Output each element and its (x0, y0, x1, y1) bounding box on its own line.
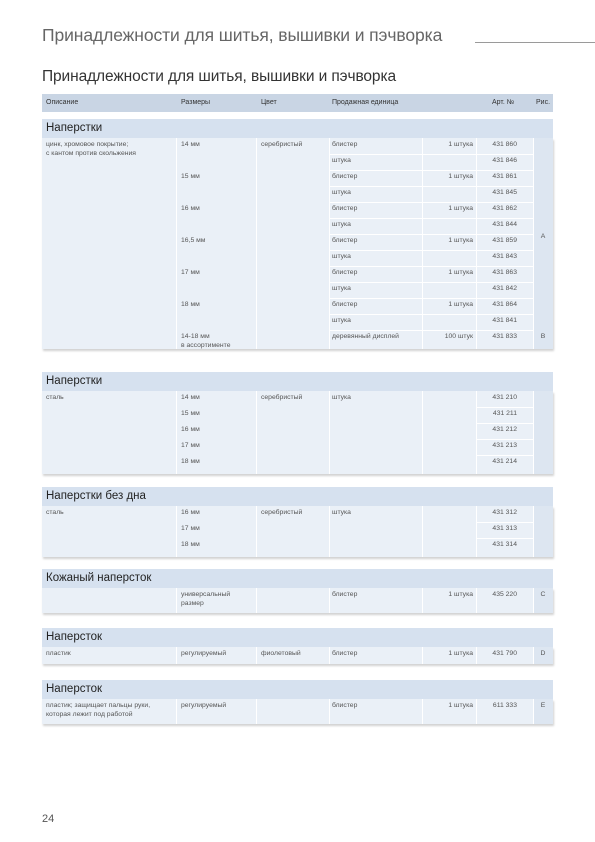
article-number: 431 790 (492, 650, 517, 657)
column-separator (256, 138, 257, 349)
row-separator (330, 186, 533, 187)
row-separator (476, 423, 533, 424)
col-header-sizes: Размеры (181, 99, 211, 106)
row-separator (330, 314, 533, 315)
column-separator (476, 391, 477, 474)
quantity-text: 1 штука (448, 173, 473, 180)
sales-unit-text: блистер (332, 173, 358, 180)
group-title: Наперсток (42, 628, 553, 647)
figure-ref: D (540, 650, 546, 657)
sales-unit-text: штука (332, 189, 351, 196)
sales-unit-text: штука (332, 253, 351, 260)
page-number: 24 (42, 813, 55, 825)
article-number: 431 212 (492, 426, 517, 433)
article-number: 431 843 (492, 253, 517, 260)
color-text: фиолетовый (261, 650, 301, 657)
article-number: 431 845 (492, 189, 517, 196)
row-separator (330, 266, 533, 267)
description-text: сталь (46, 394, 64, 401)
product-group (42, 569, 553, 613)
running-head (42, 25, 595, 49)
row-separator (330, 330, 533, 331)
row-separator (330, 202, 533, 203)
column-separator (422, 506, 423, 557)
column-separator (422, 588, 423, 613)
article-number: 431 861 (492, 173, 517, 180)
size-text: 17 мм (181, 525, 200, 532)
size-text: 14 мм (181, 141, 200, 148)
size-text: 14 мм (181, 394, 200, 401)
group-table (42, 647, 553, 664)
figure-ref: C (540, 591, 546, 598)
article-number: 431 312 (492, 509, 517, 516)
figure-ref: A (540, 233, 546, 240)
sales-unit-text: блистер (332, 650, 358, 657)
article-number: 431 210 (492, 394, 517, 401)
article-number: 431 863 (492, 269, 517, 276)
article-number: 611 333 (492, 702, 517, 709)
size-text: 17 мм (181, 269, 200, 276)
color-text: серебристый (261, 141, 303, 148)
sales-unit-text: блистер (332, 702, 358, 709)
size-text: 16,5 мм (181, 237, 206, 244)
article-number: 431 864 (492, 301, 517, 308)
group-table (42, 699, 553, 724)
sales-unit-text: штука (332, 157, 351, 164)
column-separator (533, 391, 534, 474)
section-title: Принадлежности для шитья, вышивки и пэчворка (42, 68, 396, 85)
size-text: в ассортименте (181, 341, 231, 349)
group-table (42, 506, 553, 557)
column-separator (256, 506, 257, 557)
article-number: 431 313 (492, 525, 517, 532)
group-title: Наперстки без дна (42, 487, 553, 506)
column-separator (329, 647, 330, 664)
column-separator (176, 647, 177, 664)
column-separator (256, 647, 257, 664)
quantity-text: 1 штука (448, 141, 473, 148)
size-text: регулируемый (181, 702, 227, 709)
column-separator (476, 588, 477, 613)
size-text: 16 мм (181, 509, 200, 516)
sales-unit-text: блистер (332, 237, 358, 244)
article-number: 431 214 (492, 458, 517, 465)
size-text: 18 мм (181, 301, 200, 308)
column-separator (533, 138, 534, 349)
row-separator (476, 407, 533, 408)
row-separator (330, 234, 533, 235)
quantity-text: 1 штука (448, 650, 473, 657)
row-separator (330, 282, 533, 283)
column-separator (256, 391, 257, 474)
quantity-text: 1 штука (448, 205, 473, 212)
row-separator (330, 170, 533, 171)
sales-unit-text: деревянный дисплей (332, 333, 399, 340)
sales-unit-text: штука (332, 285, 351, 292)
running-head-text: Принадлежности для шитья, вышивки и пэчворка (42, 25, 443, 45)
col-header-description: Описание (46, 99, 79, 106)
group-table (42, 138, 553, 349)
description-text: пластик; защищает пальцы руки, (46, 702, 151, 709)
col-header-sales-unit: Продажная единица (332, 99, 399, 106)
running-head-rule (475, 42, 595, 43)
article-number: 435 220 (492, 591, 517, 598)
column-separator (256, 699, 257, 724)
sales-unit-text: штука (332, 509, 351, 516)
article-number: 431 833 (492, 333, 517, 340)
quantity-text: 1 штука (448, 237, 473, 244)
column-separator (422, 647, 423, 664)
product-group (42, 680, 553, 724)
size-text: 16 мм (181, 205, 200, 212)
size-text: 14-18 мм (181, 333, 210, 340)
column-separator (256, 588, 257, 613)
group-table (42, 391, 553, 474)
article-number: 431 862 (492, 205, 517, 212)
column-separator (533, 506, 534, 557)
column-separator (329, 506, 330, 557)
row-separator (330, 154, 533, 155)
row-separator (476, 455, 533, 456)
group-title: Наперстки (42, 119, 553, 138)
quantity-text: 1 штука (448, 269, 473, 276)
product-group (42, 119, 553, 349)
product-group (42, 372, 553, 474)
column-separator (476, 699, 477, 724)
column-separator (329, 391, 330, 474)
size-text: 18 мм (181, 541, 200, 548)
column-separator (476, 506, 477, 557)
article-number: 431 314 (492, 541, 517, 548)
figure-column (533, 138, 553, 349)
group-title: Наперсток (42, 680, 553, 699)
description-text: которая лежит под работой (46, 710, 133, 718)
column-separator (176, 588, 177, 613)
column-header-bar (42, 94, 553, 112)
sales-unit-text: блистер (332, 591, 358, 598)
figure-ref: E (540, 702, 546, 709)
color-text: серебристый (261, 509, 303, 516)
article-number: 431 859 (492, 237, 517, 244)
sales-unit-text: штука (332, 394, 351, 401)
article-number: 431 842 (492, 285, 517, 292)
description-text: цинк, хромовое покрытие; (46, 141, 129, 148)
row-separator (330, 218, 533, 219)
article-number: 431 213 (492, 442, 517, 449)
row-separator (476, 538, 533, 539)
col-header-color: Цвет (261, 99, 277, 106)
column-separator (176, 391, 177, 474)
row-separator (330, 298, 533, 299)
sales-unit-text: штука (332, 317, 351, 324)
product-group (42, 487, 553, 557)
size-text: размер (181, 599, 204, 607)
group-table (42, 588, 553, 613)
group-title: Кожаный наперсток (42, 569, 553, 588)
row-separator (476, 439, 533, 440)
size-text: 15 мм (181, 173, 200, 180)
quantity-text: 1 штука (448, 591, 473, 598)
article-number: 431 844 (492, 221, 517, 228)
product-group (42, 628, 553, 664)
article-number: 431 860 (492, 141, 517, 148)
figure-ref: B (540, 333, 546, 340)
description-text: с кантом против скольжения (46, 149, 136, 157)
column-separator (176, 506, 177, 557)
col-header-figure: Рис. (536, 99, 551, 106)
article-number: 431 846 (492, 157, 517, 164)
size-text: 17 мм (181, 442, 200, 449)
size-text: регулируемый (181, 650, 227, 657)
quantity-text: 1 штука (448, 301, 473, 308)
column-separator (329, 588, 330, 613)
column-separator (176, 699, 177, 724)
column-separator (176, 138, 177, 349)
sales-unit-text: блистер (332, 269, 358, 276)
size-text: 15 мм (181, 410, 200, 417)
description-text: пластик (46, 650, 71, 657)
size-text: 18 мм (181, 458, 200, 465)
row-separator (476, 522, 533, 523)
size-text: 16 мм (181, 426, 200, 433)
column-separator (422, 699, 423, 724)
figure-column (533, 506, 553, 557)
color-text: серебристый (261, 394, 303, 401)
quantity-text: 100 штук (444, 333, 473, 340)
col-header-article: Арт. № (492, 99, 515, 106)
sales-unit-text: блистер (332, 205, 358, 212)
figure-column (533, 391, 553, 474)
sales-unit-text: штука (332, 221, 351, 228)
column-separator (329, 699, 330, 724)
column-separator (422, 391, 423, 474)
sales-unit-text: блистер (332, 301, 358, 308)
row-separator (330, 250, 533, 251)
sales-unit-text: блистер (332, 141, 358, 148)
quantity-text: 1 штука (448, 702, 473, 709)
article-number: 431 211 (492, 410, 517, 417)
article-number: 431 841 (492, 317, 517, 324)
size-text: универсальный (181, 591, 231, 598)
group-title: Наперстки (42, 372, 553, 391)
description-text: сталь (46, 509, 64, 516)
column-separator (476, 647, 477, 664)
